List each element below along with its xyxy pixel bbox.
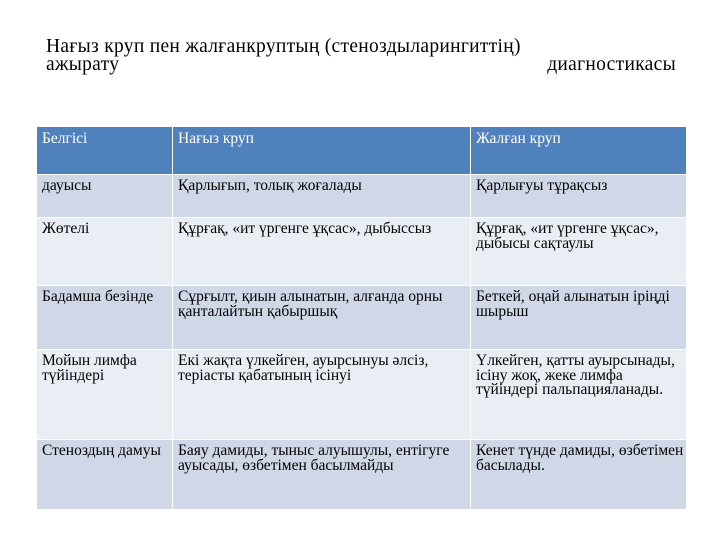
header-true-croup: Нағыз круп [173,127,471,175]
table-cell: Мойын лимфа түйіндері [37,350,173,440]
table-cell: Екі жақта үлкейген, ауырсынуы әлсіз, теріасты қабатының ісінуі [173,350,471,440]
table-cell: Сұрғылт, қиын алынатын, алғанда орны қанталайтын қабыршық [173,286,471,350]
title-line-2-right: диагностикасы [547,54,676,75]
table-cell: Жөтелі [37,218,173,286]
table-row [37,350,687,440]
table-row [37,175,687,218]
header-false-croup: Жалған круп [471,127,687,175]
table-cell: Үлкейген, қатты ауырсынады, ісіну жоқ, жеке лимфа түйіндері пальпацияланады. [471,350,687,440]
table-cell: Беткей, оңай алынатын іріңді шырыш [471,286,687,350]
table-cell: Стеноздың дамуы [37,440,173,510]
table-header-row [37,127,687,175]
title-line-2-left: ажырату [46,54,120,75]
table-cell: дауысы [37,175,173,218]
table-row [37,286,687,350]
title-line-2 [46,56,676,74]
slide-title [46,38,676,74]
table-cell: Қарлығуы тұрақсыз [471,175,687,218]
table-row [37,440,687,510]
table-row [37,218,687,286]
table-cell: Қарлығып, толық жоғалады [173,175,471,218]
table-cell: Бадамша безінде [37,286,173,350]
title-line-1: Нағыз круп пен жалғанкруптың (стеноздыларингиттің) [46,36,521,57]
table-cell: Құрғақ, «ит үргенге ұқсас», дыбысы сақтаулы [471,218,687,286]
header-sign: Белгісі [37,127,173,175]
table-cell: Баяу дамиды, тыныс алуышулы, ентігуге ауысады, өзбетімен басылмайды [173,440,471,510]
table-cell: Құрғақ, «ит үргенге ұқсас», дыбыссыз [173,218,471,286]
table-cell: Кенет түнде дамиды, өзбетімен басылады. [471,440,687,510]
comparison-table [36,126,687,510]
